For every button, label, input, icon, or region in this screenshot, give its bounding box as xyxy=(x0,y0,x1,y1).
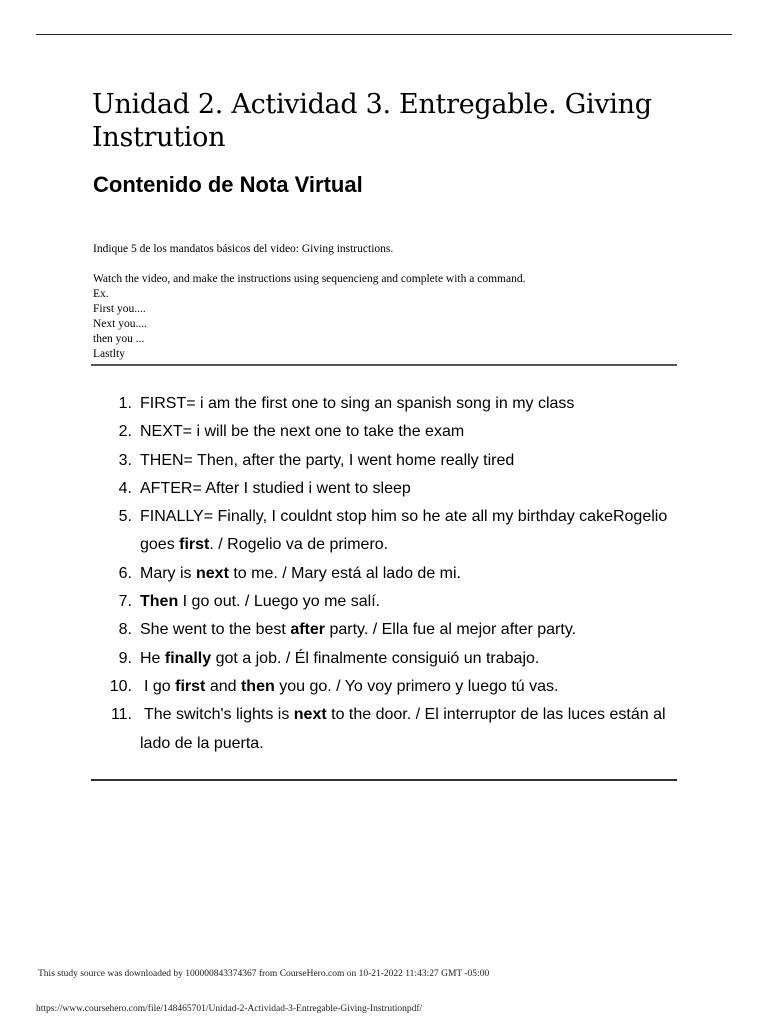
emphasized-word: then xyxy=(240,677,275,695)
text-run: Mary is xyxy=(140,564,196,582)
text-run: to me. / Mary está al lado de mi. xyxy=(228,564,461,582)
list-number: 1. xyxy=(118,395,132,412)
text-run: to the door. / El interruptor de las luces están al lado de la puerta. xyxy=(140,706,666,752)
text-run: FINALLY= Finally, I couldnt stop him so he ate all my birthday cakeRogelio goes xyxy=(140,508,668,554)
text-run: FIRST= i am the first one to sing an spanish song in my class xyxy=(140,395,575,412)
top-divider xyxy=(36,34,732,35)
emphasized-word: finally xyxy=(164,649,212,667)
text-run: I go xyxy=(144,677,176,695)
instruction-line: Lastlty xyxy=(93,348,125,360)
emphasized-word: after xyxy=(290,621,326,639)
instruction-line: Indique 5 de los mandatos básicos del video: Giving instructions. xyxy=(93,243,394,255)
emphasized-word: Then xyxy=(140,593,179,611)
list-item xyxy=(112,447,672,475)
list-number: 6. xyxy=(118,564,132,582)
list-item-text xyxy=(140,452,514,469)
list-number: 2. xyxy=(118,423,132,441)
instruction-line: Ex. xyxy=(93,288,109,300)
source-url: https://www.coursehero.com/file/148465701/Unidad-2-Actividad-3-Entregable-Giving-Instrutionpdf/ xyxy=(36,1004,423,1014)
document-title: Unidad 2. Actividad 3. Entregable. Giving Instrution xyxy=(92,89,652,153)
list-item-text xyxy=(140,621,576,638)
bottom-divider xyxy=(91,779,677,781)
instruction-line: Watch the video, and make the instructions using sequencieng and complete with a command. xyxy=(93,273,526,285)
text-run: AFTER= After I studied i went to sleep xyxy=(140,479,411,497)
text-run: party. / Ella fue al mejor after party. xyxy=(325,621,577,639)
instruction-line: Next you.... xyxy=(93,318,147,330)
list-item xyxy=(112,616,672,644)
text-run: THEN= Then, after the party, I went home really tired xyxy=(140,451,515,469)
emphasized-word: next xyxy=(293,706,327,724)
list-item-text xyxy=(140,706,666,751)
instruction-line: First you.... xyxy=(93,303,146,315)
text-run: He xyxy=(140,649,165,667)
text-run: She went to the best xyxy=(140,621,291,639)
list-item-text xyxy=(140,423,464,440)
instruction-line: then you ... xyxy=(93,333,145,345)
list-item xyxy=(112,390,672,418)
list-item xyxy=(112,503,672,560)
list-item xyxy=(109,673,672,701)
emphasized-word: first xyxy=(175,677,206,695)
list-number: 9. xyxy=(118,649,132,667)
list-item-text xyxy=(140,480,411,497)
text-run: The switch's lights is xyxy=(144,706,294,724)
list-number: 5. xyxy=(118,508,132,526)
text-run: got a job. / Él finalmente consiguió un trabajo. xyxy=(211,649,540,667)
list-number: 10. xyxy=(109,677,132,695)
download-notice: This study source was downloaded by 100000843374367 from CourseHero.com on 10-21-2022 11:43:27 GMT -05:00 xyxy=(38,969,490,979)
list-item-text xyxy=(140,593,380,610)
activity-instructions xyxy=(93,242,673,362)
emphasized-word: first xyxy=(179,536,210,554)
emphasized-word: next xyxy=(196,564,229,582)
list-item-text xyxy=(140,508,667,553)
list-item-text xyxy=(140,678,558,695)
section-divider xyxy=(91,364,677,366)
document-subtitle: Contenido de Nota Virtual xyxy=(93,172,363,197)
list-number: 11. xyxy=(110,706,132,724)
text-run: . / Rogelio va de primero. xyxy=(209,536,389,554)
list-item-text xyxy=(140,395,574,412)
list-item xyxy=(112,645,672,673)
list-item xyxy=(112,560,672,588)
list-item xyxy=(112,418,672,446)
list-number: 8. xyxy=(118,621,132,639)
list-number: 3. xyxy=(118,451,132,469)
list-number: 7. xyxy=(118,593,132,611)
list-item xyxy=(112,588,672,616)
text-run: you go. / Yo voy primero y luego tú vas. xyxy=(274,677,559,695)
list-item-text xyxy=(140,565,461,582)
list-item xyxy=(112,701,672,758)
answers-list xyxy=(109,390,672,758)
list-number: 4. xyxy=(118,479,132,497)
text-run: NEXT= i will be the next one to take the exam xyxy=(140,423,465,441)
list-item xyxy=(112,475,672,503)
text-run: and xyxy=(205,677,241,695)
text-run: I go out. / Luego yo me salí. xyxy=(178,593,381,611)
list-item-text xyxy=(140,650,539,667)
